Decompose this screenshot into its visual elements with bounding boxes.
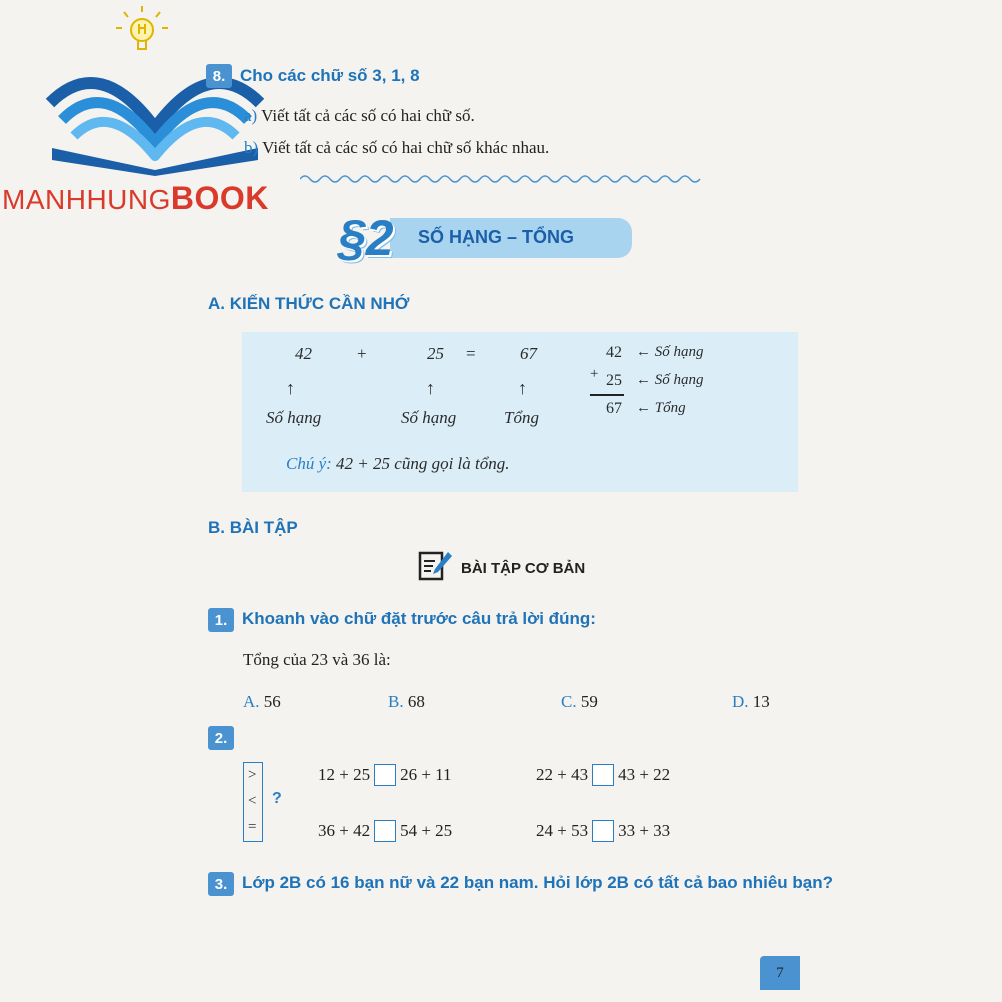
col-mid-note: ← Số hạng bbox=[636, 372, 704, 388]
label-addend-2: Số hạng bbox=[401, 408, 457, 427]
exercise-8b-text: Viết tất cả các số có hai chữ số khác nhau. bbox=[262, 138, 550, 157]
knowledge-note bbox=[286, 454, 509, 474]
exercise-2-badge: 2. bbox=[208, 726, 234, 750]
eq-equals: = bbox=[466, 344, 476, 363]
option-letter: C. bbox=[561, 692, 577, 711]
arrow-up-icon: ↑ bbox=[286, 378, 295, 398]
compare-row-1-right bbox=[536, 764, 670, 786]
brand-name-left: MANHHUNG bbox=[2, 184, 171, 215]
eq-left: 42 bbox=[295, 344, 312, 363]
column-addition bbox=[586, 342, 786, 422]
wave-divider bbox=[300, 172, 705, 186]
answer-box[interactable] bbox=[374, 820, 396, 842]
exercise-8b bbox=[244, 138, 549, 158]
knowledge-heading: A. KIẾN THỨC CẦN NHỚ bbox=[208, 294, 410, 313]
exercise-8-badge: 8. bbox=[206, 64, 232, 88]
exercise-8a bbox=[244, 106, 475, 126]
note-text: 42 + 25 cũng gọi là tổng. bbox=[331, 454, 510, 473]
compare-row-2-left bbox=[318, 820, 452, 842]
option-d bbox=[732, 692, 770, 712]
expr: 22 + 43 bbox=[536, 765, 589, 784]
answer-box[interactable] bbox=[592, 820, 614, 842]
section-symbol: §2 bbox=[338, 210, 394, 266]
col-line bbox=[590, 394, 624, 396]
brand-name-right: BOOK bbox=[170, 180, 269, 216]
expr: 24 + 53 bbox=[536, 821, 589, 840]
expr: 33 + 33 bbox=[618, 821, 671, 840]
option-b bbox=[388, 692, 425, 712]
expr: 36 + 42 bbox=[318, 821, 371, 840]
signs-box bbox=[243, 762, 263, 842]
option-letter: A. bbox=[243, 692, 260, 711]
exercises-heading: B. BÀI TẬP bbox=[208, 518, 298, 537]
compare-row-1-left bbox=[318, 764, 452, 786]
answer-box[interactable] bbox=[374, 764, 396, 786]
expr: 12 + 25 bbox=[318, 765, 371, 784]
col-bot-note: ← Tổng bbox=[636, 400, 686, 416]
question-mark: ? bbox=[272, 790, 282, 807]
option-letter: B. bbox=[388, 692, 404, 711]
exercise-1-title: Khoanh vào chữ đặt trước câu trả lời đúng: bbox=[242, 609, 596, 628]
basic-exercises-label: BÀI TẬP CƠ BẢN bbox=[461, 560, 586, 577]
section-title: SỐ HẠNG – TỔNG bbox=[418, 227, 575, 247]
compare-row-2-right bbox=[536, 820, 670, 842]
eq-mid: 25 bbox=[427, 344, 444, 363]
expr: 54 + 25 bbox=[400, 821, 453, 840]
brand-name bbox=[2, 180, 269, 217]
exercise-8b-label: b) bbox=[244, 138, 259, 157]
option-letter: D. bbox=[732, 692, 749, 711]
option-value: 68 bbox=[407, 692, 425, 711]
option-c bbox=[561, 692, 598, 712]
exercise-1-badge: 1. bbox=[208, 608, 234, 632]
sign-greater: > bbox=[248, 767, 257, 783]
eq-plus: + bbox=[357, 344, 367, 363]
exercise-1-question: Tổng của 23 và 36 là: bbox=[243, 650, 391, 669]
eq-right: 67 bbox=[520, 344, 537, 363]
exercise-8-title: Cho các chữ số 3, 1, 8 bbox=[240, 66, 420, 85]
note-label: Chú ý: bbox=[286, 454, 332, 473]
option-value: 59 bbox=[580, 692, 598, 711]
col-mid: 25 bbox=[606, 372, 622, 389]
option-value: 56 bbox=[263, 692, 281, 711]
exercise-8a-label: a) bbox=[244, 106, 258, 125]
option-a bbox=[243, 692, 281, 712]
answer-box[interactable] bbox=[592, 764, 614, 786]
col-top-note: ← Số hạng bbox=[636, 344, 704, 360]
edit-note-icon bbox=[418, 550, 454, 582]
page-number: 7 bbox=[760, 956, 800, 990]
sign-less: < bbox=[248, 793, 257, 809]
expr: 26 + 11 bbox=[400, 765, 452, 784]
col-top: 42 bbox=[606, 344, 622, 361]
option-value: 13 bbox=[752, 692, 770, 711]
col-plus: + bbox=[590, 366, 599, 382]
label-addend-1: Số hạng bbox=[266, 408, 322, 427]
exercise-8a-text: Viết tất cả các số có hai chữ số. bbox=[261, 106, 475, 125]
col-bot: 67 bbox=[606, 400, 622, 417]
sign-equal: = bbox=[248, 819, 257, 835]
arrow-up-icon: ↑ bbox=[518, 378, 527, 398]
open-book-icon bbox=[40, 48, 270, 178]
label-sum: Tổng bbox=[504, 408, 539, 427]
exercise-3-title: Lớp 2B có 16 bạn nữ và 22 bạn nam. Hỏi lớp 2B có tất cả bao nhiêu bạn? bbox=[242, 873, 833, 892]
exercise-3-badge: 3. bbox=[208, 872, 234, 896]
expr: 43 + 22 bbox=[618, 765, 671, 784]
arrow-up-icon: ↑ bbox=[426, 378, 435, 398]
